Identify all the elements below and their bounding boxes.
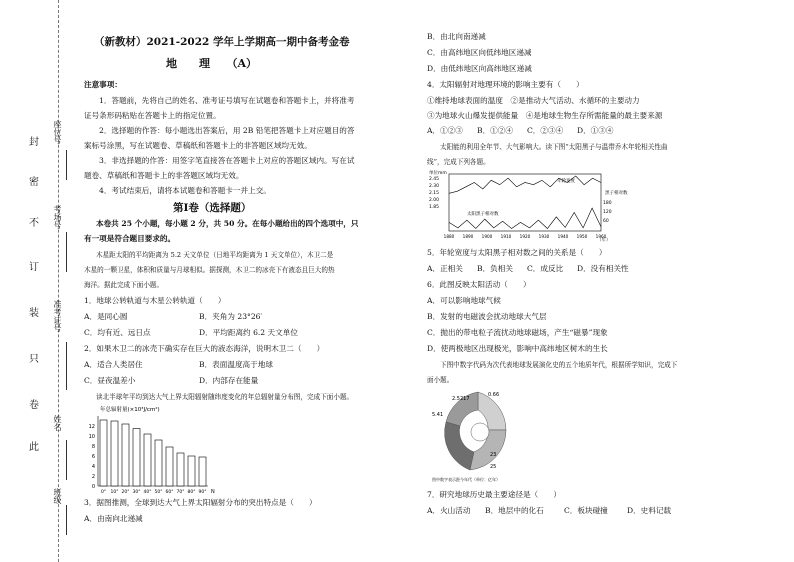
y-tick-label: 0 — [91, 484, 95, 490]
question-item: ③为地球火山爆发提供能量 ④是地球生物生存所需能量的最主要来源 — [427, 111, 663, 120]
option[interactable]: C．抛出的带电粒子流扰动地球磁场，产生“磁暴”现象 — [427, 328, 608, 337]
x-tick-label: 90° — [198, 490, 207, 495]
chart-ylabel: 年总辐射量(×10³J/cm²) — [100, 407, 160, 413]
x-tick-label: 30° — [132, 490, 141, 495]
question-stem: 1．地球公转轨道与木星公转轨道（ ） — [84, 296, 226, 305]
bar — [177, 453, 184, 486]
spiral-label: 5.41 — [432, 412, 444, 418]
notice-line: 2．选择题的作答：每小题选出答案后，用 2B 铅笔把答题卡上对应题目的答 — [99, 126, 355, 135]
question-stem: 2．如果木卫二的冰壳下确实存在巨大的液态海洋，说明木卫二（ ） — [84, 344, 325, 353]
question-stem: 7．研究地球历史最主要途径是（ ） — [427, 490, 561, 499]
bar — [122, 424, 129, 486]
option[interactable]: B．①②④ — [477, 126, 513, 135]
passage-line: 读北半球年平均到达大气上界太阳辐射随纬度变化的年总辐射量分布图，完成下面小题。 — [96, 393, 354, 401]
option[interactable]: A．适合人类居住 — [84, 360, 143, 369]
passage-line: 木星的一颗卫星，体积和质量与月球相似。据探测，木卫二的冰壳下有液态且巨大的热 — [84, 266, 335, 274]
option[interactable]: D．史料记载 — [627, 506, 672, 515]
option[interactable]: A．由南向北递减 — [84, 514, 143, 523]
passage-line: 面小题。 — [427, 376, 454, 384]
class-label: 班级 — [53, 488, 62, 504]
x-tick-label: 1950 — [576, 234, 588, 239]
binding-line — [58, 0, 60, 562]
name-field[interactable] — [66, 440, 68, 480]
right-tick-label: 60 — [603, 219, 609, 224]
spiral-label: 0.66 — [488, 392, 500, 398]
option[interactable]: B．由北向南递减 — [427, 32, 486, 41]
chart-legend: 年轮宽度 — [557, 179, 575, 184]
passage-line: 下图中数字代码为次代表地球发展演化史的五个地质年代，根据所学知识，完成下 — [440, 361, 678, 369]
y-tick-label: 2.30 — [429, 184, 440, 189]
x-axis-label: N — [211, 489, 215, 495]
x-tick-label: 1960 — [595, 234, 607, 239]
y-tick-label: 6 — [91, 454, 95, 460]
question-stem: 5．年轮宽度与太阳黑子相对数之间的关系是（ ） — [427, 248, 607, 257]
notice-line: 1．答题前，先将自己的姓名、准考证号填写在试题卷和答题卡上，并将准考 — [99, 96, 355, 105]
seat-number-field[interactable] — [66, 150, 68, 180]
section-intro: 有一项是符合题目要求的。 — [84, 234, 176, 243]
exam-room-field[interactable] — [66, 232, 68, 272]
x-tick-label: 20° — [121, 490, 130, 495]
notice-line: 题卷、草稿纸和答题卡上的非答题区域均无效。 — [84, 171, 244, 180]
y-tick-label: 2 — [91, 474, 95, 480]
option[interactable]: D．没有相关性 — [577, 264, 629, 273]
option[interactable]: C．板块碰撞 — [564, 506, 608, 515]
option[interactable]: B．夹角为 23°26′ — [199, 312, 263, 321]
bar — [166, 447, 173, 486]
x-tick-label: 1910 — [500, 234, 512, 239]
y-tick-label: 10 — [88, 434, 95, 440]
x-tick-label: 60° — [165, 490, 174, 495]
x-tick-label: 1890 — [462, 234, 474, 239]
question-stem: 3．据图推测，全球到达大气上界太阳辐射分布的突出特点是（ ） — [84, 498, 317, 507]
admission-number-label: 准考证号 — [53, 300, 62, 332]
option[interactable]: D．使两极地区出现极光，影响中高纬地区树木的生长 — [427, 344, 608, 353]
option[interactable]: D．内部存在能量 — [199, 376, 259, 385]
subject-title: 地 理 （A） — [166, 57, 258, 70]
passage-line: 木星距太阳的平均距离为 5.2 天文单位（日地平均距离为 1 天文单位），木卫二是 — [96, 251, 334, 259]
bar — [144, 434, 151, 486]
question-item: ①维持地球表面的温度 ②是推动大气活动、水循环的主要动力 — [427, 96, 640, 105]
right-tick-label: 180 — [603, 201, 612, 206]
bar — [188, 456, 195, 486]
option[interactable]: D．平均距离约 6.2 天文单位 — [199, 328, 298, 337]
x-tick-label: 0° — [100, 490, 107, 495]
x-tick-label: 1940 — [557, 234, 569, 239]
x-tick-label: 40° — [143, 490, 152, 495]
bar — [133, 429, 140, 487]
seal-word: 装 — [29, 308, 39, 319]
option[interactable]: A．火山活动 — [427, 506, 471, 515]
question-stem: 6．此图反映太阳活动（ ） — [427, 280, 531, 289]
option[interactable]: A．是同心圆 — [84, 312, 128, 321]
notice-line: 案标号涂黑，写在试题卷、草稿纸和答题卡上的非答题区域均无效。 — [84, 141, 312, 150]
spiral-label: 2.5217 — [452, 396, 470, 402]
option[interactable]: A．①②③ — [427, 126, 463, 135]
option[interactable]: C．②③④ — [527, 126, 564, 135]
right-tick-label: 120 — [603, 210, 612, 215]
option[interactable]: B．负相关 — [477, 264, 513, 273]
y-tick-label: 2.00 — [429, 198, 440, 203]
bar — [100, 420, 107, 486]
y-tick-label: 2.15 — [429, 191, 440, 196]
y-tick-label: 2.45 — [429, 177, 440, 182]
y-tick-label: 1.85 — [429, 205, 440, 210]
seal-word: 密 — [29, 177, 39, 188]
x-tick-label: 70° — [176, 490, 185, 495]
spiral-label: 25 — [490, 464, 497, 470]
bar — [111, 421, 118, 486]
name-label: 姓名 — [53, 415, 62, 431]
geologic-spiral-diagram — [430, 386, 520, 484]
sunspot-tree-ring-chart — [427, 168, 628, 244]
seal-word: 封 — [29, 137, 39, 148]
chart-right-label: 黑子相对数 — [605, 191, 628, 196]
x-tick-label: 1930 — [538, 234, 550, 239]
option[interactable]: C．成反比 — [527, 264, 564, 273]
admission-number-field[interactable] — [66, 342, 68, 390]
notice-line: 3．非选择题的作答：用签字笔直接答在答题卡上对应的答题区域内。写在试 — [99, 156, 355, 165]
spiral-caption: 图中数字表示距今年代（单位：亿年） — [432, 477, 500, 482]
y-tick-label: 4 — [91, 464, 95, 470]
section-intro: 本卷共 25 个小题，每小题 2 分，共 50 分。在每小题给出的四个选项中，只 — [96, 219, 359, 228]
notice-line: 证号条形码粘贴在答题卡上的指定位置。 — [84, 111, 221, 120]
radiation-bar-chart — [82, 402, 282, 496]
x-tick-label: 1880 — [443, 234, 455, 239]
option[interactable]: B．表面温度高于地球 — [199, 360, 273, 369]
bar — [155, 440, 162, 486]
bar — [199, 457, 206, 486]
passage-line: 线”，完成下列各题。 — [427, 158, 490, 166]
chart-inner-label: 太阳黑子相对数 — [467, 212, 499, 217]
class-field[interactable] — [66, 505, 68, 535]
exam-room-label: 考场号 — [53, 205, 62, 229]
x-tick-label: 1900 — [481, 234, 493, 239]
question-stem: 4．太阳辐射对地理环境的影响主要有（ ） — [427, 80, 584, 89]
passage-line: 太阳能的利用全年节、大气影响大。读下图“太阳黑子与温带乔木年轮相关性曲 — [440, 143, 668, 151]
tree-ring-series-line — [449, 176, 601, 193]
x-tick-label: 50° — [154, 490, 163, 495]
seal-word: 只 — [29, 354, 39, 365]
x-tick-label: 80° — [187, 490, 196, 495]
seal-word: 此 — [29, 442, 39, 453]
option[interactable]: A．正相关 — [427, 264, 463, 273]
spiral-label: 23 — [490, 452, 497, 458]
y-tick-label: 8 — [91, 444, 95, 450]
y-tick-label: 12 — [88, 424, 95, 430]
chart-left-unit: 单位mm — [429, 171, 447, 176]
option[interactable]: D．由低纬地区向高纬地区递减 — [427, 64, 532, 73]
passage-line: 海洋。据此完成下面小题。 — [84, 281, 164, 289]
exam-title: （新教材）2021-2022 学年上学期高一期中备考金卷 — [94, 36, 350, 48]
x-tick-label: 10° — [110, 490, 119, 495]
notice-heading: 注意事项： — [84, 80, 122, 89]
option[interactable]: C．由高纬地区向低纬地区递减 — [427, 48, 532, 57]
option[interactable]: B．发射的电磁波会扰动地球大气层 — [427, 312, 547, 321]
section-title: 第Ⅰ卷（选择题） — [173, 202, 252, 214]
option[interactable]: B．地层中的化石 — [485, 506, 544, 515]
x-tick-label: 1920 — [519, 234, 531, 239]
option[interactable]: C．昼夜温差小 — [84, 376, 136, 385]
seal-word: 订 — [29, 262, 39, 273]
spiral-segment — [445, 422, 474, 470]
option[interactable]: C．均有近、远日点 — [84, 328, 151, 337]
seal-word: 不 — [29, 218, 39, 229]
seal-word: 卷 — [29, 400, 39, 411]
chart-xlabel: （年） — [597, 238, 611, 243]
option[interactable]: D．①③④ — [577, 126, 614, 135]
option[interactable]: A．可以影响地球气候 — [427, 296, 501, 305]
seat-number-label: 座位号 — [53, 120, 62, 144]
notice-line: 4．考试结束后，请将本试题卷和答题卡一并上交。 — [99, 186, 271, 195]
spiral-center — [471, 423, 489, 441]
